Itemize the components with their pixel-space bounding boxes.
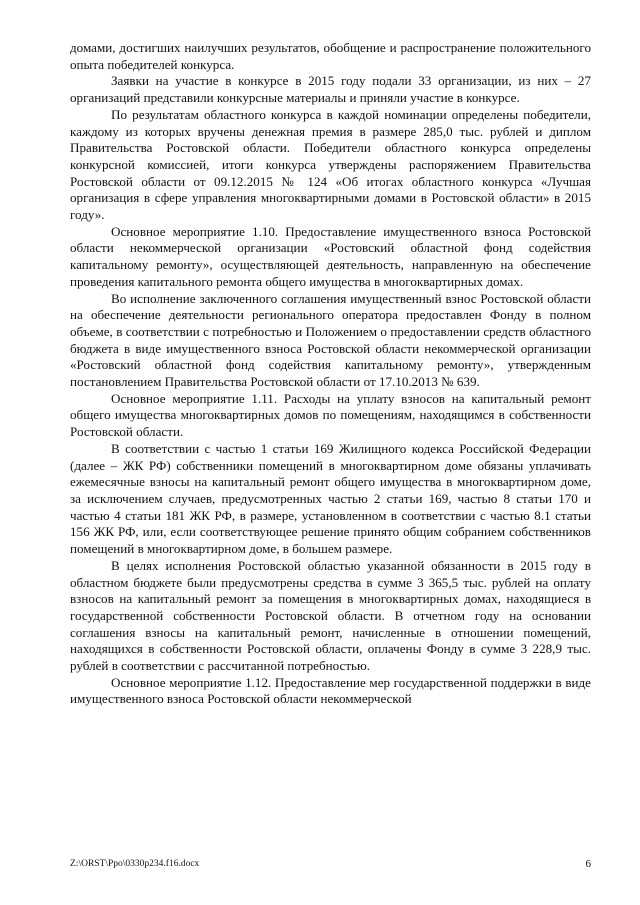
paragraph-9: Основное мероприятие 1.12. Предоставление мер государственной поддержки в виде имущественного взноса Ростовской области некоммерческой [70,674,591,707]
paragraph-3: По результатам областного конкурса в каждой номинации определены победители, каждому из которых вручены денежная премия в размере 285,0 тыс. рублей и диплом Правительства Ростовской области. Победители областного конкурса определены конкурсной комиссией, итоги конкурса утверждены распоряжением Правительства Ростовской области от 09.12.2015 № 124 «Об итогах областного конкурса «Лучшая организация в сфере управления многоквартирными домами в Ростовской области» в 2015 году». [70,106,591,223]
page-number: 6 [585,858,591,870]
paragraph-4: Основное мероприятие 1.10. Предоставление имущественного взноса Ростовской области некоммерческой организации «Ростовский областной фонд содействия капитальному ремонту», осуществляющей деятельность, направленную на обеспечение проведения капитального ремонта общего имущества в многоквартирных домах. [70,223,591,289]
paragraph-1: домами, достигших наилучших результатов, обобщение и распространение положительного опыта победителей конкурса. [70,40,591,72]
paragraph-5: Во исполнение заключенного соглашения имущественный взнос Ростовской области на обеспечение деятельности регионального оператора предоставлен Фонду в полном объеме, в соответствии с потребностью и Положением о предоставлении средств областного бюджета в виде имущественного взноса Ростовской области некоммерческой организации «Ростовский областной фонд содействия капитальному ремонту», утвержденным постановлением Правительства Ростовской области от 17.10.2013 № 639. [70,290,591,390]
paragraph-6: Основное мероприятие 1.11. Расходы на уплату взносов на капитальный ремонт общего имущества многоквартирных домов по помещениям, находящимся в собственности Ростовской области. [70,390,591,440]
paragraph-8: В целях исполнения Ростовской областью указанной обязанности в 2015 году в областном бюджете были предусмотрены средства в сумме 3 365,5 тыс. рублей на оплату взносов на капитальный ремонт за помещения в многоквартирных домах, находящиеся в государственной собственности Ростовской области. В отчетном году на основании соглашения взносы на капитальный ремонт, начисленные в отношении помещений, находящихся в собственности Ростовской области, оплачены Фонду в сумме 3 228,9 тыс. рублей в соответствии с рассчитанной потребностью. [70,557,591,674]
page-footer [70,857,591,871]
footer-file-path: Z:\ORST\Ppo\0330p234.f16.docx [70,859,200,869]
document-body [70,40,591,708]
paragraph-7: В соответствии с частью 1 статьи 169 Жилищного кодекса Российской Федерации (далее – ЖК РФ) собственники помещений в многоквартирном доме обязаны уплачивать ежемесячные взносы на капитальный ремонт общего имущества в многоквартирном доме, за исключением случаев, предусмотренных частью 2 статьи 169, частью 8 статьи 170 и частью 4 статьи 181 ЖК РФ, в размере, установленном в соответствии с частью 8.1 статьи 156 ЖК РФ, или, если соответствующее решение принято общим собранием собственников помещений в многоквартирном доме, в большем размере. [70,440,591,557]
paragraph-2: Заявки на участие в конкурсе в 2015 году подали 33 организации, из них – 27 организаций представили конкурсные материалы и приняли участие в конкурсе. [70,73,591,106]
